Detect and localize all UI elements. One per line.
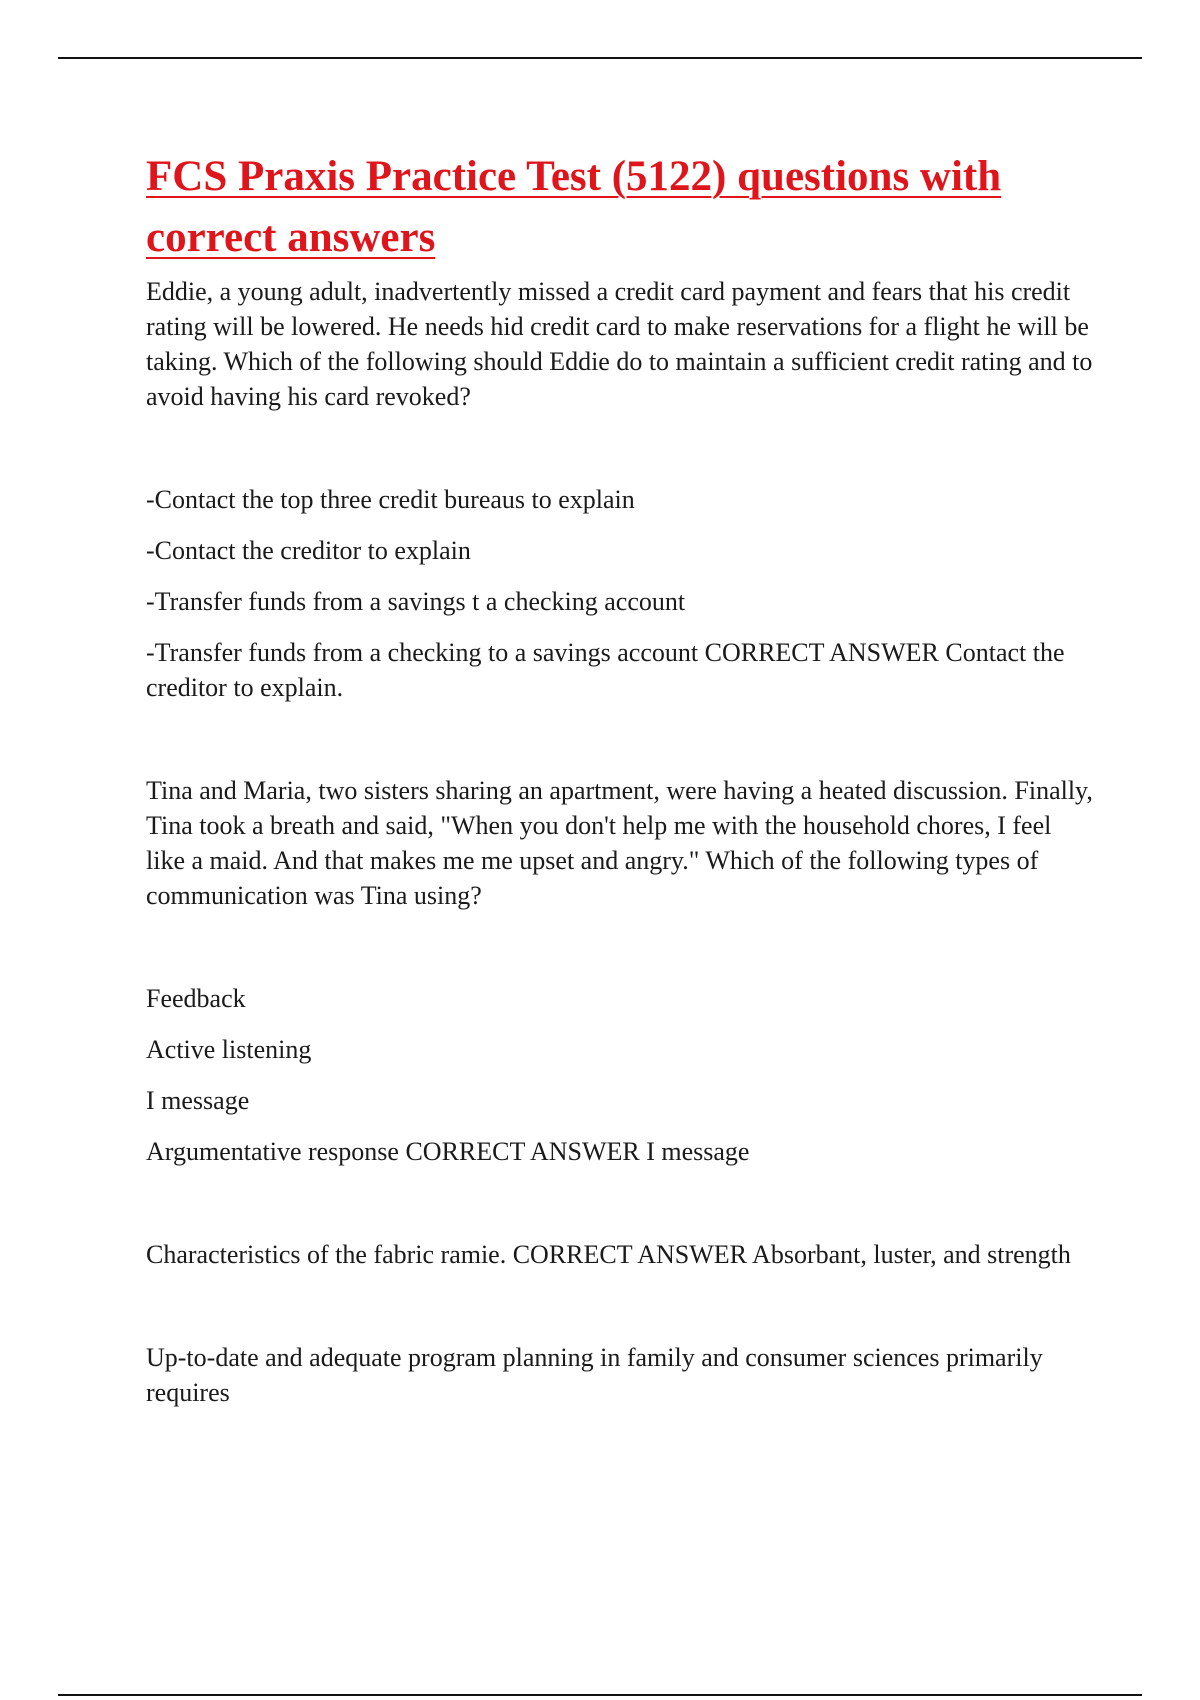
question-2-option-3: I message — [146, 1086, 250, 1115]
document-title: FCS Praxis Practice Test (5122) questions with correct answers — [146, 153, 1002, 261]
question-2-text: Tina and Maria, two sisters sharing an apartment, were having a heated discussion. Finally, Tina took a breath and said, "When you don't help me with the household chores, I feel like a maid. And that makes me me upset and angry." Which of the following types of communication was Tina using? — [146, 776, 1093, 910]
question-4-text: Up-to-date and adequate program planning in family and consumer sciences primarily requires — [146, 1343, 1043, 1407]
document-body — [146, 146, 1096, 1410]
question-2-option-1: Feedback — [146, 984, 246, 1013]
question-1-option-2: -Contact the creditor to explain — [146, 536, 471, 565]
question-3-text: Characteristics of the fabric ramie. CORRECT ANSWER Absorbant, luster, and strength — [146, 1240, 1071, 1269]
top-rule — [58, 57, 1142, 59]
question-1-option-1: -Contact the top three credit bureaus to explain — [146, 485, 635, 514]
question-2-option-4-answer: Argumentative response CORRECT ANSWER I message — [146, 1137, 750, 1166]
question-1-option-4-answer: -Transfer funds from a checking to a savings account CORRECT ANSWER Contact the creditor to explain. — [146, 638, 1065, 702]
bottom-rule — [58, 1694, 1142, 1696]
question-1-option-3: -Transfer funds from a savings t a checking account — [146, 587, 686, 616]
question-2-option-2: Active listening — [146, 1035, 312, 1064]
question-1-text: Eddie, a young adult, inadvertently missed a credit card payment and fears that his credit rating will be lowered. He needs hid credit card to make reservations for a flight he will be taking. Which of the following should Eddie do to maintain a sufficient credit rating and to avoid having his card revoked? — [146, 277, 1093, 411]
